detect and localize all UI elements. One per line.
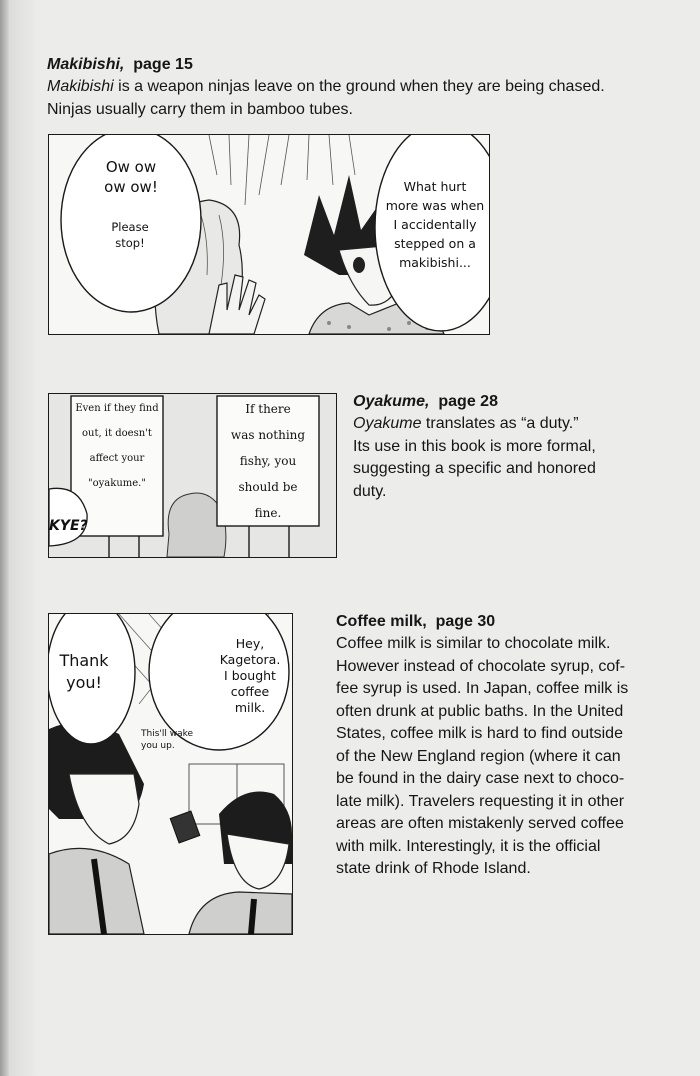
- caption-wake-you-up: This'll wake you up.: [141, 729, 194, 751]
- note-heading-oyakume: [353, 391, 498, 414]
- note-body-oyakume: [353, 413, 653, 503]
- book-spine-shadow: [0, 0, 9, 1076]
- note-body-coffee-milk: Coffee milk is similar to chocolate milk. However instead of chocolate syrup, cof- fee syrup is used. In Japan, coffee milk is often drunk at public baths. In the United States, coffee milk is hard to find outside of the New England region (where it can be found in the dairy case next to choco- late milk). Travelers requesting it in other areas are often mistakenly served coffee with milk. Interestingly, it is the official state drink of Rhode Island.: [336, 635, 629, 877]
- note-term: Coffee milk,: [336, 613, 427, 630]
- manga-panel-makibishi: [48, 134, 490, 335]
- note-body-term: Oyakume: [353, 415, 422, 432]
- note-heading-makibishi: [47, 54, 193, 77]
- note-body-text: translates as “a duty.” Its use in this book is more formal, suggesting a specific and honored duty.: [353, 415, 596, 500]
- exclamation-kye: KYE?: [49, 518, 88, 534]
- note-heading-coffee-milk: [336, 611, 495, 634]
- manga-panel-coffee-milk: [48, 613, 293, 935]
- sign-board-right: If there was nothing fishy, you should be fine.: [230, 402, 306, 520]
- speech-bubble-coffee-milk: Hey, Kagetora. I bought coffee milk.: [219, 636, 281, 715]
- speech-bubble-what-hurt: What hurt more was when I accidentally stepped on a makibishi...: [385, 179, 485, 270]
- note-page-ref: page 28: [438, 393, 498, 410]
- speech-bubble-please-stop: Please stop!: [111, 220, 149, 250]
- sign-board-left: Even if they find out, it doesn't affect your "oyakume.": [75, 403, 159, 489]
- speech-bubble-ow: Ow ow ow ow!: [104, 158, 158, 196]
- note-body-term: Makibishi: [47, 78, 114, 95]
- manga-panel-oyakume: [48, 393, 337, 558]
- note-body-makibishi: [47, 76, 677, 121]
- speech-bubble-thank-you: Thank you!: [59, 651, 109, 692]
- note-page-ref: page 30: [435, 613, 496, 630]
- note-term: Oyakume,: [353, 393, 430, 410]
- note-term: Makibishi,: [47, 56, 125, 73]
- note-body-text: is a weapon ninjas leave on the ground when they are being chased. Ninjas usually carry them in bamboo tubes.: [47, 78, 605, 118]
- note-page-ref: page 15: [133, 56, 193, 73]
